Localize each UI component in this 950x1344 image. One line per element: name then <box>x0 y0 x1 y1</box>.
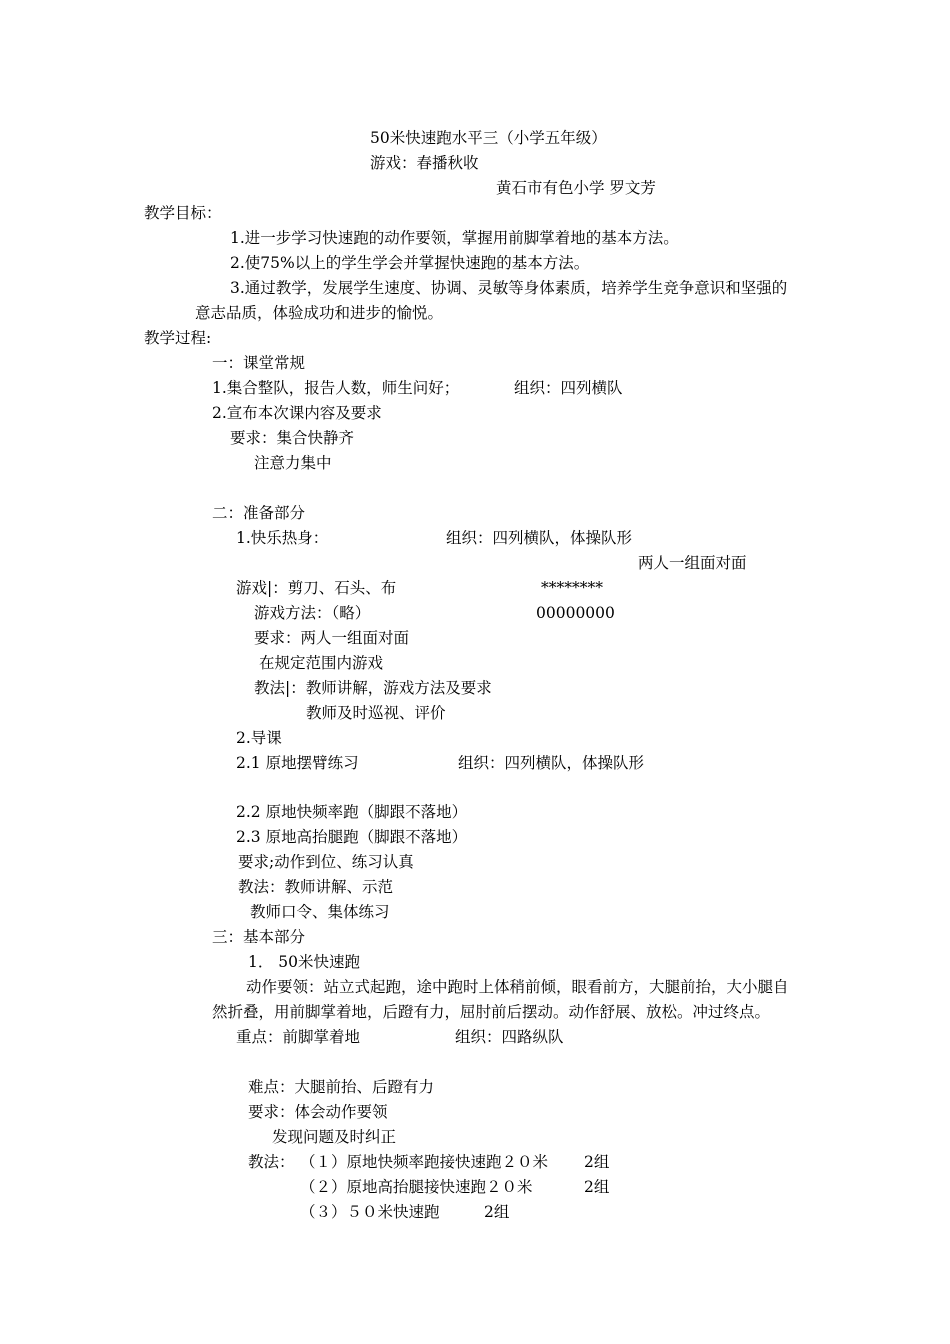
part3-req2: 发现问题及时纠正 <box>272 1128 397 1146</box>
part1-line4: 注意力集中 <box>254 454 332 472</box>
part3-teach-2-groups: 2组 <box>584 1178 610 1196</box>
goal-item-2: 2.使75%以上的学生学会并掌握快速跑的基本方法。 <box>230 254 590 272</box>
doc-author: 黄石市有色小学 罗文芳 <box>496 179 656 197</box>
part2-req3: 要求;动作到位、练习认真 <box>238 853 414 871</box>
doc-game: 游戏：春播秋收 <box>370 154 479 172</box>
part3-teach-label: 教法： <box>248 1153 295 1171</box>
part2-game: 游戏|：剪刀、石头、布 <box>236 579 397 597</box>
goal-item-3: 3.通过教学，发展学生速度、协调、灵敏等身体素质，培养学生竞争意识和坚强的 <box>230 279 788 297</box>
part1-line1-org: 组织：四列横队 <box>514 379 623 397</box>
doc-title: 50米快速跑水平三（小学五年级） <box>370 129 607 147</box>
part1-line2: 2.宣布本次课内容及要求 <box>212 404 382 422</box>
part1-line3: 要求：集合快静齐 <box>230 429 355 447</box>
part2-zeros: 00000000 <box>536 604 615 622</box>
part2-warmup: 1.快乐热身： <box>236 529 329 547</box>
part2-warmup-org: 组织：四列横队，体操队形 <box>446 529 633 547</box>
goals-heading: 教学目标： <box>144 204 222 222</box>
part3-title: 三：基本部分 <box>212 928 306 946</box>
part3-teach-2: （２）原地高抬腿接快速跑２０米 <box>300 1178 533 1196</box>
part2-title: 二：准备部分 <box>212 504 306 522</box>
part3-teach-3: （３）５０米快速跑 <box>300 1203 440 1221</box>
part1-line1: 1.集合整队，报告人数，师生问好； <box>212 379 460 397</box>
part2-drill-2-2: 2.2 原地快频率跑（脚跟不落地） <box>236 803 468 821</box>
process-heading: 教学过程: <box>144 329 212 347</box>
part3-teach-1: （１）原地快频率跑接快速跑２０米 <box>300 1153 549 1171</box>
goal-item-3-cont: 意志品质，体验成功和进步的愉悦。 <box>195 304 444 322</box>
part2-drill-2-1-org: 组织：四列横队，体操队形 <box>458 754 645 772</box>
part2-teach1: 教法|：教师讲解，游戏方法及要求 <box>254 679 492 697</box>
part3-key: 重点：前脚掌着地 <box>236 1028 361 1046</box>
part3-action1: 动作要领：站立式起跑，途中跑时上体稍前倾，眼看前方，大腿前抬，大小腿自 <box>246 978 789 996</box>
goal-item-1: 1.进一步学习快速跑的动作要领，掌握用前脚掌着地的基本方法。 <box>230 229 679 247</box>
part2-drill-2-1: 2.1 原地摆臂练习 <box>236 754 359 772</box>
part2-teach2: 教师及时巡视、评价 <box>306 704 446 722</box>
part2-teach3: 教法：教师讲解、示范 <box>238 878 394 896</box>
part1-title: 一：课堂常规 <box>212 354 306 372</box>
part3-teach-3-groups: 2组 <box>484 1203 510 1221</box>
part2-req1: 要求：两人一组面对面 <box>254 629 410 647</box>
part2-stars: ******** <box>541 579 603 597</box>
part3-teach-1-groups: 2组 <box>584 1153 610 1171</box>
part3-req: 要求：体会动作要领 <box>248 1103 388 1121</box>
part3-line1: 1． 50米快速跑 <box>248 953 361 971</box>
part2-method: 游戏方法：（略） <box>254 604 371 622</box>
part2-teach4: 教师口令、集体练习 <box>250 903 390 921</box>
part3-action2: 然折叠，用前脚掌着地，后蹬有力，屈肘前后摆动。动作舒展、放松。冲过终点。 <box>212 1003 771 1021</box>
part2-req2: 在规定范围内游戏 <box>259 654 384 672</box>
part2-warmup-org2: 两人一组面对面 <box>638 554 747 572</box>
part3-key-org: 组织：四路纵队 <box>455 1028 564 1046</box>
part2-drill-2-3: 2.3 原地高抬腿跑（脚跟不落地） <box>236 828 468 846</box>
part2-lead: 2.导课 <box>236 729 282 747</box>
part3-hard: 难点：大腿前抬、后蹬有力 <box>248 1078 435 1096</box>
